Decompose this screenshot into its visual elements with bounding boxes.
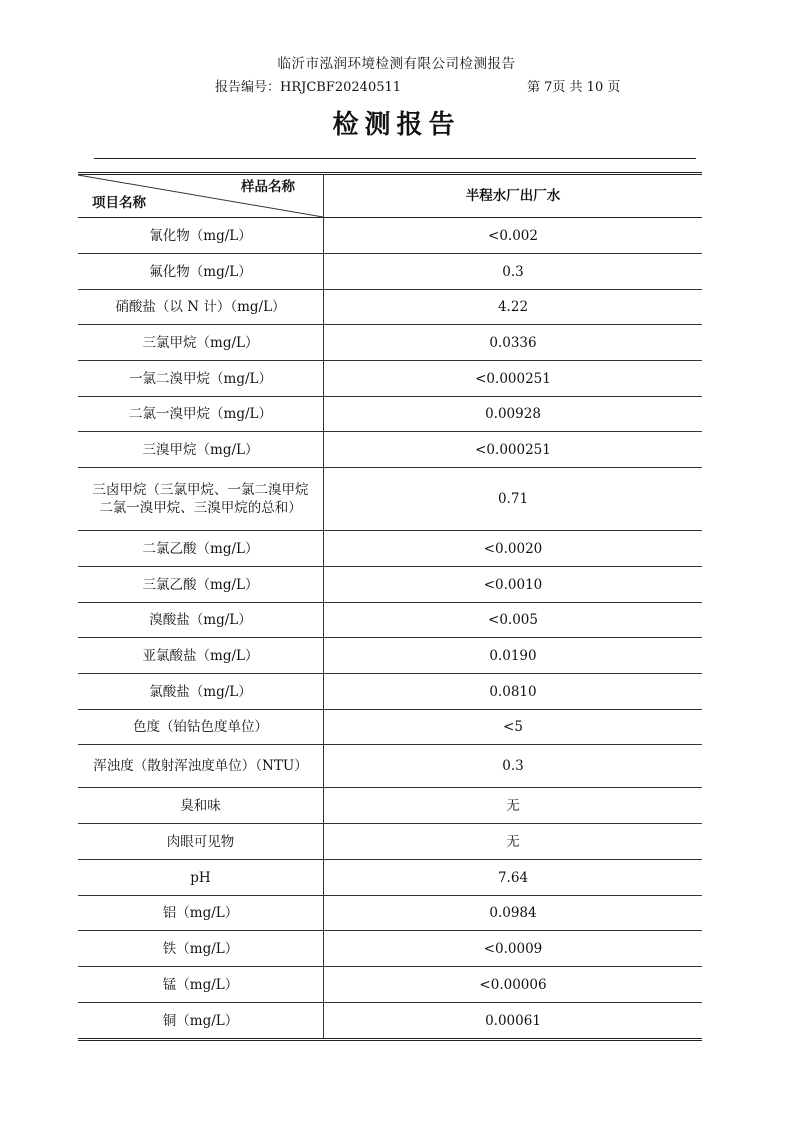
test-results-table — [78, 172, 702, 1041]
result-value-cell: 无 — [324, 824, 703, 860]
page-info: 第 7页 共 10 页 — [527, 80, 621, 95]
result-value-cell: 0.71 — [324, 468, 703, 531]
result-value-cell: 0.3 — [324, 745, 703, 788]
result-value-cell: <0.002 — [324, 218, 703, 254]
item-name-cell: 一氯二溴甲烷（mg/L） — [78, 361, 324, 397]
table-row — [78, 896, 702, 931]
table-row — [78, 290, 702, 325]
table-row — [78, 860, 702, 896]
item-name-cell: 浑浊度（散射浑浊度单位）（NTU） — [78, 745, 324, 788]
item-name-cell: 色度（铂钴色度单位） — [78, 710, 324, 745]
item-name-cell: 铝（mg/L） — [78, 896, 324, 931]
item-name-cell: 三氯甲烷（mg/L） — [78, 325, 324, 361]
result-value-cell: 0.00061 — [324, 1003, 703, 1040]
table-row — [78, 1003, 702, 1040]
item-name-cell: 肉眼可见物 — [78, 824, 324, 860]
sample-name-header: 半程水厂出厂水 — [324, 174, 703, 218]
company-header: 临沂市泓润环境检测有限公司检测报告 — [277, 56, 516, 72]
result-value-cell: 0.0984 — [324, 896, 703, 931]
result-value-cell: 4.22 — [324, 290, 703, 325]
item-name-cell: 三溴甲烷（mg/L） — [78, 432, 324, 468]
table-row — [78, 788, 702, 824]
table-row — [78, 361, 702, 397]
result-value-cell: 0.0336 — [324, 325, 703, 361]
item-name-cell: 三卤甲烷（三氯甲烷、一氯二溴甲烷二氯一溴甲烷、三溴甲烷的总和） — [78, 468, 324, 531]
result-value-cell: 0.0810 — [324, 674, 703, 710]
title-divider — [94, 158, 696, 159]
item-name-cell: pH — [78, 860, 324, 896]
item-name-cell: 二氯乙酸（mg/L） — [78, 531, 324, 567]
table-row — [78, 531, 702, 567]
table-row — [78, 710, 702, 745]
document-title: 检测报告 — [332, 110, 461, 140]
result-value-cell: <0.0010 — [324, 567, 703, 603]
item-name-cell: 臭和味 — [78, 788, 324, 824]
corner-header-cell — [78, 174, 324, 218]
item-name-cell: 铁（mg/L） — [78, 931, 324, 967]
item-name-cell: 氟化物（mg/L） — [78, 254, 324, 290]
table-row — [78, 325, 702, 361]
table-row — [78, 432, 702, 468]
result-value-cell: <0.005 — [324, 603, 703, 638]
item-name-cell: 硝酸盐（以 N 计）（mg/L） — [78, 290, 324, 325]
report-number: 报告编号：HRJCBF20240511 — [215, 80, 402, 95]
table-row — [78, 824, 702, 860]
result-value-cell: <0.0009 — [324, 931, 703, 967]
result-value-cell: <0.00006 — [324, 967, 703, 1003]
sample-name-label: 样品名称 — [241, 179, 295, 195]
item-name-cell: 溴酸盐（mg/L） — [78, 603, 324, 638]
result-value-cell: <5 — [324, 710, 703, 745]
item-name-cell: 氰化物（mg/L） — [78, 218, 324, 254]
table-row — [78, 397, 702, 432]
table-row — [78, 967, 702, 1003]
table-row — [78, 254, 702, 290]
table-row — [78, 603, 702, 638]
table-row — [78, 468, 702, 531]
result-value-cell: 0.00928 — [324, 397, 703, 432]
result-value-cell: <0.0020 — [324, 531, 703, 567]
result-value-cell: 0.3 — [324, 254, 703, 290]
item-name-cell: 二氯一溴甲烷（mg/L） — [78, 397, 324, 432]
result-value-cell: 7.64 — [324, 860, 703, 896]
result-value-cell: <0.000251 — [324, 432, 703, 468]
table-row — [78, 745, 702, 788]
table-header-row — [78, 174, 702, 218]
table-row — [78, 931, 702, 967]
table-row — [78, 674, 702, 710]
table-row — [78, 218, 702, 254]
item-name-cell: 亚氯酸盐（mg/L） — [78, 638, 324, 674]
table-row — [78, 638, 702, 674]
result-value-cell: 0.0190 — [324, 638, 703, 674]
item-name-cell: 锰（mg/L） — [78, 967, 324, 1003]
item-name-cell: 铜（mg/L） — [78, 1003, 324, 1040]
item-name-cell: 氯酸盐（mg/L） — [78, 674, 324, 710]
result-value-cell: <0.000251 — [324, 361, 703, 397]
table-row — [78, 567, 702, 603]
item-name-label: 项目名称 — [92, 195, 146, 211]
item-name-cell: 三氯乙酸（mg/L） — [78, 567, 324, 603]
result-value-cell: 无 — [324, 788, 703, 824]
